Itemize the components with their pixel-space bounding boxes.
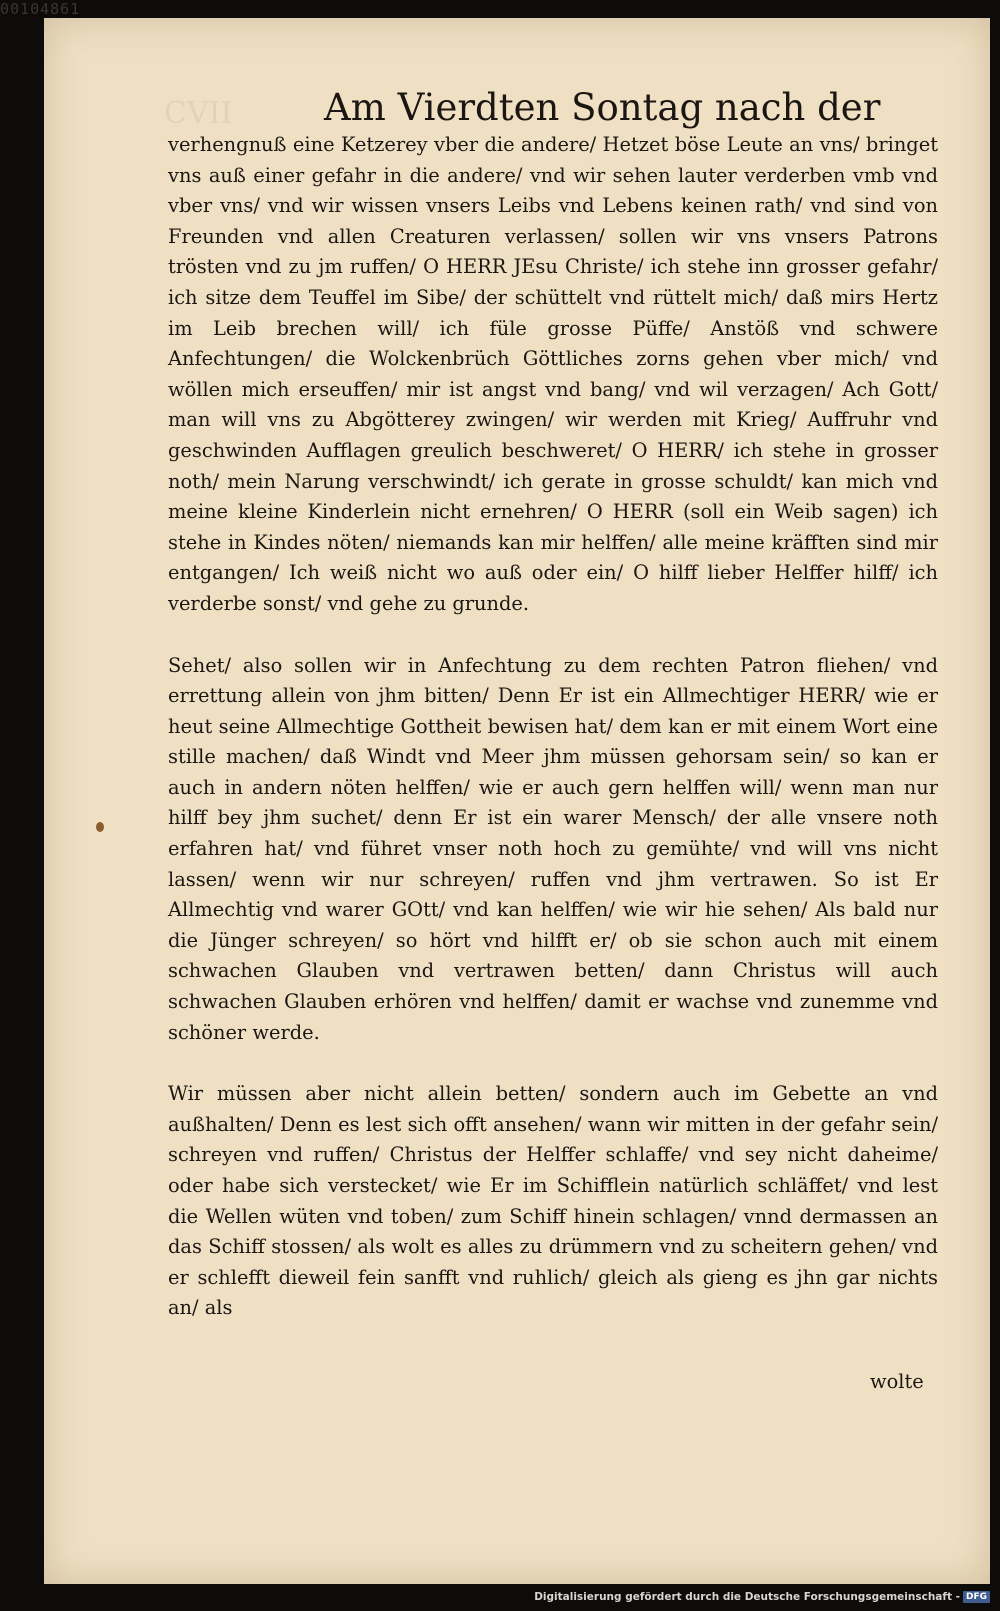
body-text: [168, 130, 938, 1324]
digitization-footer: [534, 1588, 990, 1606]
paragraph-3: Wir müssen aber nicht allein betten/ sondern auch im Gebette an vnd außhalten/ Denn es lest sich offt ansehen/ wann wir mitten in der gefahr sein/ schreyen vnd ruffen/ Christus der Helffer schlaffe/ vnd sey nicht daheime/ oder habe sich verstecket/ wie Er im Schifflein natürlich schläffet/ vnd lest die Wellen wüten vnd toben/ zum Schiff hinein schlagen/ vnnd dermassen an das Schiff stossen/ als wolt es alles zu drümmern vnd zu scheitern gehen/ vnd er schlefft dieweil fein sanfft vnd ruhlich/ gleich als gieng es jhn gar nichts an/ als: [168, 1082, 938, 1320]
dfg-logo: DFG: [963, 1591, 990, 1603]
ink-blot: [96, 822, 104, 832]
catchword: wolte: [870, 1370, 924, 1393]
funding-credit: Digitalisierung gefördert durch die Deutsche Forschungsgemeinschaft -: [534, 1591, 960, 1603]
paragraph-2: Sehet/ also sollen wir in Anfechtung zu dem rechten Patron fliehen/ vnd errettung allein von jhm bitten/ Denn Er ist ein Allmechtiger HERR/ wie er heut seine Allmechtige Gottheit bewisen hat/ dem kan er mit einem Wort eine stille machen/ daß Windt vnd Meer jhm müssen gehorsam sein/ so kan er auch in andern nöten helffen/ wie er auch gern helffen will/ wenn man nur hilff bey jhm suchet/ denn Er ist ein warer Mensch/ der alle vnsere noth erfahren hat/ vnd führet vnser noth hoch zu gemühte/ vnd will vns nicht lassen/ wenn wir nur schreyen/ ruffen vnd jhm vertrawen. So ist Er Allmechtig vnd warer GOtt/ vnd kan helffen/ wie wir hie sehen/ Als bald nur die Jünger schreyen/ so hört vnd hilfft er/ ob sie schon auch mit einem schwachen Glauben vnd vertrawen betten/ dann Christus will auch schwachen Glauben erhören vnd helffen/ damit er wachse vnd zunemme vnd schöner werde.: [168, 653, 938, 1044]
show-through-bleed: CVII: [164, 96, 233, 131]
shelfmark-label: 00104861: [0, 0, 81, 18]
paragraph-1: verhengnuß eine Ketzerey vber die andere/ Hetzet böse Leute an vns/ bringet vns auß einer gefahr in die andere/ vnd wir sehen lauter verderben vmb vnd vber vns/ vnd wir wissen vnsers Leibs vnd Lebens keinen rath/ vnd sind von Freunden vnd allen Creaturen verlassen/ sollen wir vns vnsers Patrons trösten vnd zu jm ruffen/ O HERR JEsu Christe/ ich stehe inn grosser gefahr/ ich sitze dem Teuffel im Sibe/ der schüttelt vnd rüttelt mich/ daß mirs Hertz im Leib brechen will/ ich füle grosse Püffe/ Anstöß vnd schwere Anfechtungen/ die Wolckenbrüch Göttliches zorns gehen vber mich/ vnd wöllen mich erseuffen/ mir ist angst vnd bang/ vnd wil verzagen/ Ach Gott/ man will vns zu Abgötterey zwingen/ wir werden mit Krieg/ Auffruhr vnd geschwinden Aufflagen greulich beschweret/ O HERR/ ich stehe in grosser noth/ mein Narung verschwindt/ ich gerate in grosse schuldt/ kan mich vnd meine kleine Kinderlein nicht ernehren/ O HERR (soll ein Weib sagen) ich stehe in Kindes nöten/ niemands kan mir helffen/ alle meine kräfften sind mir entgangen/ Ich weiß nicht wo auß oder ein/ O hilff lieber Helffer hilff/ ich verderbe sonst/ vnd gehe zu grunde.: [168, 133, 938, 615]
book-page: [44, 18, 990, 1584]
running-title: Am Vierdten Sontag nach der: [324, 86, 881, 129]
